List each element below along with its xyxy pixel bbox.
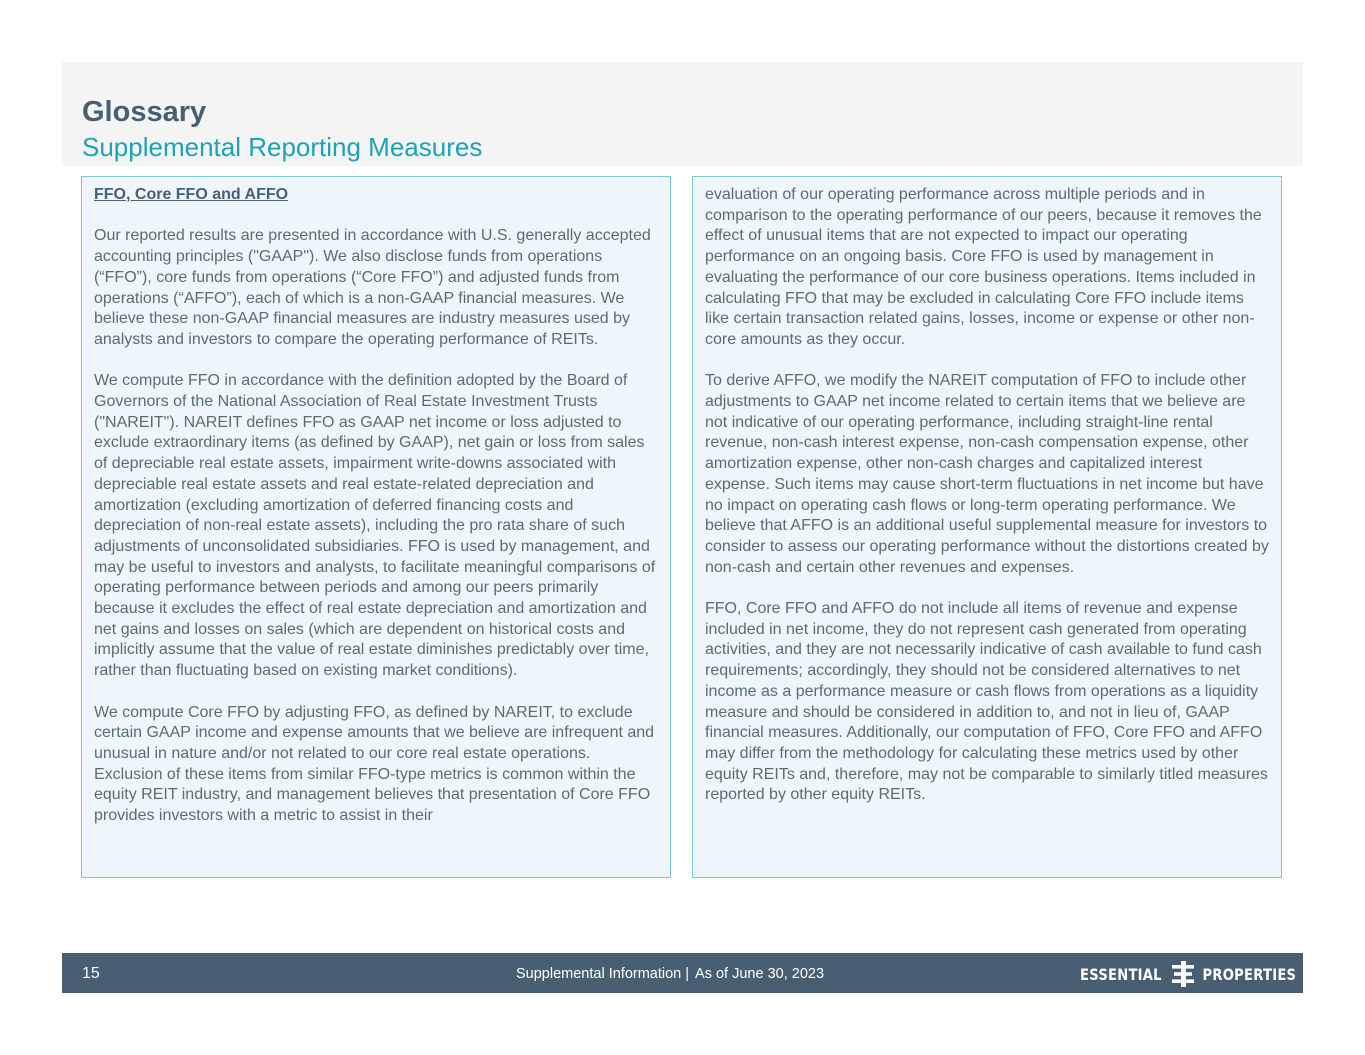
paragraph-core-ffo: We compute Core FFO by adjusting FFO, as defined by NAREIT, to exclude certain GAAP income and expense amounts that we believe are infrequent and unusual in nature and/or not related to our core real estate operations. Exclusion of these items from similar FFO-type metrics is common within the equity REIT industry, and management believes that presentation of Core FFO provides investors with a metric to assist in their [94,703,655,825]
paragraph-affo: To derive AFFO, we modify the NAREIT computation of FFO to include other adjustments to GAAP net income related to certain items that we believe are not indicative of our operating performance, including straight-line rental revenue, non-cash interest expense, non-cash compensation expense, other amortization expense, other non-cash charges and capitalized interest expense. Such items may cause short-term fluctuations in net income but have no impact on operating cash flows or long-term operating performance. We believe that AFFO is an additional useful supplemental measure for investors to consider to assess our operating performance without the distortions created by non-cash and certain other revenues and expenses. [705,372,1269,576]
paragraph-gap [94,351,658,372]
paragraph-gap [705,351,1269,372]
paragraph-gap [94,206,658,227]
company-logo [1080,961,1296,987]
logo-word-properties: PROPERTIES [1202,964,1296,984]
footer-separator: | [685,966,690,982]
footer-label: Supplemental Information [516,966,682,982]
paragraph-ffo-definition: We compute FFO in accordance with the definition adopted by the Board of Governors of the National Association of Real Estate Investment Trusts ("NAREIT"). NAREIT defines FFO as GAAP net income or loss adjusted to exclude extraordinary items (as defined by GAAP), net gain or loss from sales of depreciable real estate assets, impairment write-downs associated with depreciable real estate assets and real estate-related depreciation and amortization (excluding amortization of deferred financing costs and depreciation of non-real estate assets), including the pro rata share of such adjustments of unconsolidated subsidiaries. FFO is used by management, and may be useful to investors and analysts, to facilitate meaningful comparisons of operating performance between periods and among our peers primarily because it excludes the effect of real estate depreciation and amortization and net gains and losses on sales (which are dependent on historical costs and implicitly assume that the value of real estate diminishes predictably over time, rather than fluctuating based on existing market conditions). [94,372,656,680]
logo-word-essential: ESSENTIAL [1080,964,1162,984]
slide [62,62,1303,993]
paragraph-reported-results: Our reported results are presented in accordance with U.S. generally accepted accounting principles ("GAAP"). We also disclose funds from operations (“FFO”), core funds from operations (“Core FFO”) and adjusted funds from operations (“AFFO”), each of which is a non-GAAP financial measures. We believe these non-GAAP financial measures are industry measures used by analysts and investors to compare the operating performance of REITs. [94,227,651,348]
left-text-panel [81,176,671,878]
right-text-panel [692,176,1282,878]
page-number: 15 [82,965,100,982]
footer-date: As of June 30, 2023 [695,966,825,982]
paragraph-limitations: FFO, Core FFO and AFFO do not include all items of revenue and expense included in net income, they do not represent cash generated from operating activities, and they are not necessarily indicative of cash available to fund cash requirements; accordingly, they should not be considered alternatives to net income as a performance measure or cash flows from operations as a liquidity measure and should be considered in addition to, and not in lieu of, GAAP financial measures. Additionally, our computation of FFO, Core FFO and AFFO may differ from the methodology for calculating these metrics used by other equity REITs and, therefore, may not be comparable to similarly titled measures reported by other equity REITs. [705,600,1268,804]
paragraph-gap [705,578,1269,599]
paragraph-core-ffo-continued: evaluation of our operating performance across multiple periods and in comparison to the operating performance of our peers, because it removes the effect of unusual items that are not expected to impact our operating performance on an ongoing basis. Core FFO is used by management in evaluating the performance of our core business operations. Items included in calculating FFO that may be excluded in calculating Core FFO include items like certain transaction related gains, losses, income or expense or other non-core amounts as they occur. [705,186,1262,348]
footer-bar [62,953,1303,993]
header-band [62,62,1303,166]
essential-properties-mark-icon [1170,961,1196,987]
footer-caption [516,965,824,983]
section-heading: FFO, Core FFO and AFFO [94,186,289,203]
page-title: Glossary [82,96,207,128]
page-subtitle: Supplemental Reporting Measures [82,132,483,162]
paragraph-gap [94,682,658,703]
